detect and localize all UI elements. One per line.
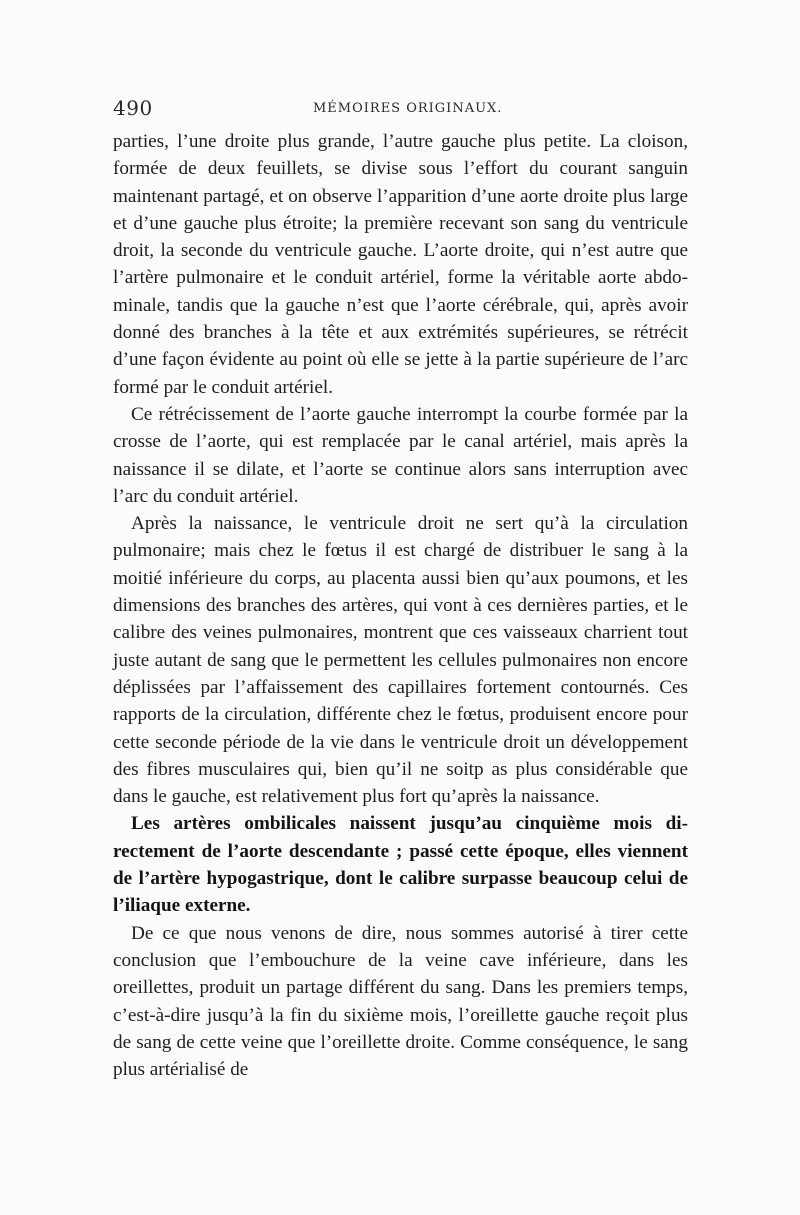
page-header [113,96,688,120]
paragraph: parties, l’une droite plus grande, l’autre gauche plus petite. La cloison, formée de deux feuillets, se divise sous l’effort du courant sanguin maintenant partagé, et on observe l’apparition d’une aorte droite plus large et d’une gauche plus étroite; la première recevant son sang du ventricule droit, la seconde du ventricule gauche. L’aorte droite, qui n’est autre que l’artère pulmonaire et le conduit artériel, forme la véritable aorte abdominale, tandis que la gauche n’est que l’aorte cérébrale, qui, après avoir donné des branches à la tête et aux extrémités supérieures, se rétrécit d’une façon évidente au point où elle se jette à la partie supérieure de l’arc formé par le conduit artériel. [113,131,688,398]
page-number: 490 [113,96,153,120]
paragraph: Après la naissance, le ventricule droit ne sert qu’à la circulation pulmonaire; mais chez le fœtus il est chargé de distribuer le sang à la moitié inférieure du corps, au placenta aussi bien qu’aux poumons, et les dimensions des branches des artères, qui vont à ces dernières parties, et le calibre des veines pulmonaires, montrent que ces vaisseaux charrient tout juste autant de sang que le permettent les cellules pulmonaires non encore déplissées par l’affaissement des capillaires fortement contournés. Ces rapports de la circulation, différente chez le fœtus, produisent encore pour cette seconde période de la vie dans le ventricule droit un développement des fibres musculaires qui, bien qu’il ne soitp as plus considérable que dans le gauche, est relativement plus fort qu’après la naissance. [113,513,688,808]
paragraph: Les artères ombilicales naissent jusqu’au cinquième mois directement de l’aorte descendante ; passé cette époque, elles viennent de l’artère hypogastrique, dont le calibre surpasse beaucoup celui de l’iliaque externe. [113,813,688,917]
body-text [113,128,688,1083]
paragraph: De ce que nous venons de dire, nous sommes autorisé à tirer cette conclusion que l’embouchure de la veine cave inférieure, dans les oreillettes, produit un partage différent du sang. Dans les premiers temps, c’est-à-dire jusqu’à la fin du sixième mois, l’oreillette gauche reçoit plus de sang de cette veine que l’oreillette droite. Comme conséquence, le sang plus artérialisé de [113,922,688,1081]
paragraph: Ce rétrécissement de l’aorte gauche interrompt la courbe formée par la crosse de l’aorte, qui est remplacée par le canal artériel, mais après la naissance il se dilate, et l’aorte se continue alors sans interruption avec l’arc du conduit artériel. [113,403,688,507]
running-title: MÉMOIRES ORIGINAUX. [313,101,503,116]
